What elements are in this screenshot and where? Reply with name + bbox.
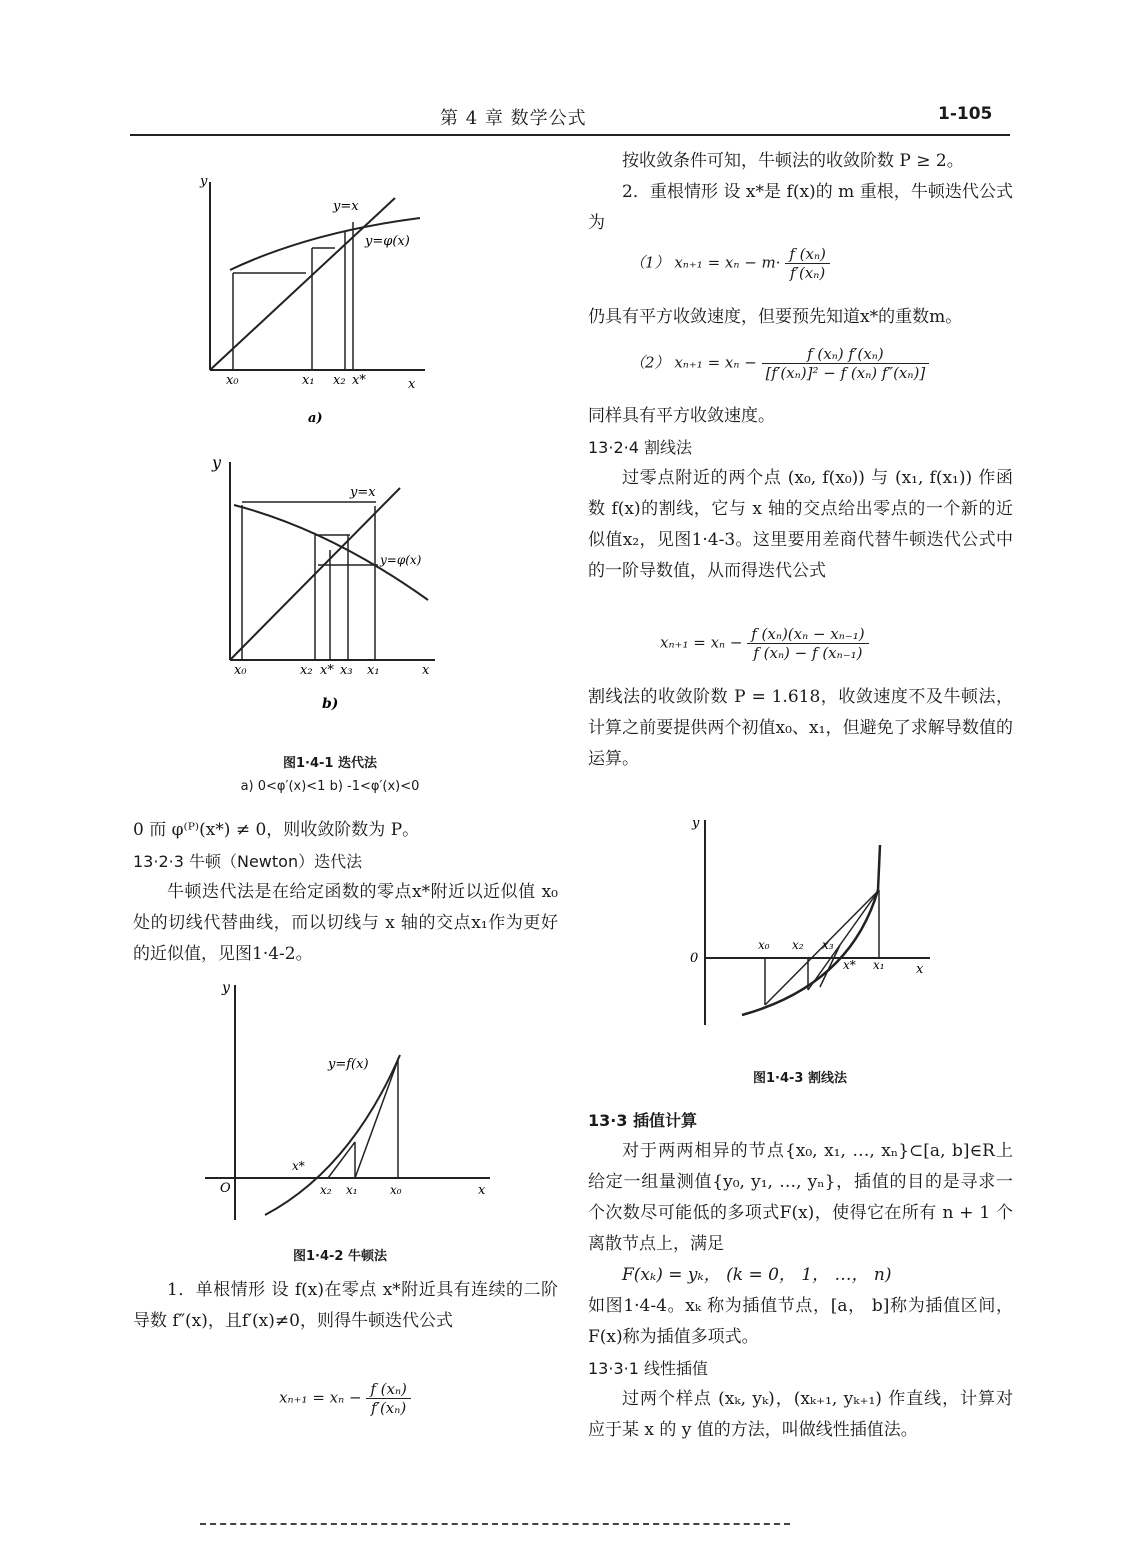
tick-x1: x₁: [367, 663, 380, 678]
paragraph: 0 而 φ⁽ᴾ⁾(x*) ≠ 0，则收敛阶数为 P。: [133, 820, 420, 840]
tick-xstar: x*: [292, 1159, 305, 1173]
origin-label: 0: [690, 951, 699, 966]
tick-x0: x₀: [226, 373, 239, 388]
axis-x-label: x: [408, 377, 416, 392]
formula-multiple-root-1: （1） xₙ₊₁ = xₙ − m· $\frac{\text{f (xₙ)}}{\text{f′(xₙ)}}$: [630, 245, 830, 282]
paragraph: 过两个样点 (xₖ, yₖ)，(xₖ₊₁, yₖ₊₁) 作直线，计算对应于某 x 的 y 值的方法，叫做线性插值法。: [588, 1389, 1013, 1440]
figure-iteration-a: [190, 170, 440, 430]
figure-secant: [680, 815, 940, 1030]
right-paragraph-p6: [588, 682, 1013, 775]
right-column-mid: [588, 401, 1013, 587]
axis-y-label: y: [200, 174, 208, 189]
tick-x1: x₁: [302, 373, 315, 388]
paragraph: 割线法的收敛阶数 P = 1.618，收敛速度不及牛顿法，计算之前要提供两个初值x₀、x₁，但避免了求解导数值的运算。: [588, 687, 1013, 769]
formula-newton: xₙ₊₁ = xₙ − $\frac{\text{f (xₙ)}}{\text{f′(xₙ)}}$: [245, 1380, 445, 1417]
figure-1-caption: 图1·4-1 迭代法: [283, 756, 377, 771]
tick-xstar: x*: [843, 958, 856, 972]
axis-x-label: x: [478, 1183, 486, 1198]
line-label: y=x: [333, 199, 359, 214]
paragraph: 对于两两相异的节点{x₀, x₁, …, xₙ}⊂[a, b]∈R上给定一组量测值{y₀, y₁, …, yₙ}，插值的目的是寻求一个次数尽可能低的多项式F(x)，使得它在所有 n + 1 个离散节点上，满足: [588, 1141, 1013, 1254]
left-column: [133, 815, 558, 970]
sub-label-a: a): [308, 411, 323, 426]
tick-x0: x₀: [758, 938, 770, 952]
figure-3-caption: 图1·4-3 割线法: [753, 1071, 847, 1086]
curve-label: y=f(x): [328, 1057, 369, 1072]
paragraph: 仍具有平方收敛速度，但要预先知道x*的重数m。: [588, 307, 963, 327]
paragraph: 牛顿迭代法是在给定函数的零点x*附近以近似值 x₀处的切线代替曲线，而以切线与 x 轴的交点x₁作为更好的近似值，见图1·4-2。: [133, 882, 558, 964]
right-paragraph-p3: [588, 302, 1013, 333]
line-label: y=x: [350, 485, 376, 500]
paragraph: 过零点附近的两个点 (x₀, f(x₀)) 与 (x₁, f(x₁)) 作函数 f(x)的割线，它与 x 轴的交点给出零点的一个新的近似值x₂，见图1·4-3。这里要用差商代替牛顿迭代公式中的一阶导数值，从而得迭代公式: [588, 468, 1013, 581]
tick-x2: x₂: [320, 1183, 332, 1197]
axis-x-label: x: [422, 663, 430, 678]
curve-label: y=φ(x): [365, 234, 410, 249]
tick-xstar: x*: [320, 663, 334, 678]
paragraph: 如图1·4-4。xₖ 称为插值节点，[a， b]称为插值区间，F(x)称为插值多项式。: [588, 1296, 1013, 1347]
figure-1-subcaption: a) 0<φ′(x)<1 b) -1<φ′(x)<0: [240, 779, 420, 794]
right-column-top: [588, 146, 1013, 239]
curve-label: y=φ(x): [380, 553, 422, 567]
page-number: 1-105: [938, 104, 993, 124]
tick-x2: x₂: [300, 663, 313, 678]
paragraph: 同样具有平方收敛速度。: [588, 406, 775, 426]
chapter-title: 第 4 章 数学公式: [440, 108, 587, 129]
tick-x1: x₁: [346, 1183, 358, 1197]
tick-x0: x₀: [390, 1183, 402, 1197]
tick-x1: x₁: [873, 958, 885, 972]
tick-x0: x₀: [234, 663, 247, 678]
tick-x3: x₃: [340, 663, 353, 678]
paragraph: 按收敛条件可知，牛顿法的收敛阶数 P ≥ 2。: [622, 151, 964, 171]
header-rule: [130, 134, 1010, 136]
paragraph: 1．单根情形 设 f(x)在零点 x*附近具有连续的二阶导数 f″(x)，且f′(x)≠0，则得牛顿迭代公式: [133, 1280, 558, 1331]
formula-interpolation: F(xₖ) = yₖ， (k = 0， 1， …， n): [622, 1265, 892, 1285]
paragraph: 2．重根情形 设 x*是 f(x)的 m 重根，牛顿迭代公式为: [588, 182, 1013, 233]
tick-x3: x₃: [822, 938, 834, 952]
section-heading: 13·2·4 割线法: [588, 438, 692, 457]
figure-2-caption: 图1·4-2 牛顿法: [293, 1249, 387, 1264]
section-heading: 13·2·3 牛顿（Newton）迭代法: [133, 852, 363, 871]
formula-secant: xₙ₊₁ = xₙ − $\frac{\text{f (xₙ)(xₙ − xₙ₋₁)}}{\text{f (xₙ) − f (xₙ₋₁)}}$: [660, 625, 869, 662]
formula-multiple-root-2: （2） xₙ₊₁ = xₙ − $\frac{\text{f (xₙ) f′(xₙ)}}{\text{[f′(xₙ)]² − f (xₙ) f″(xₙ)]}}$: [630, 345, 929, 382]
section-heading: 13·3·1 线性插值: [588, 1359, 708, 1378]
figure-iteration-b: [200, 450, 445, 715]
right-column-lower: [588, 1105, 1013, 1446]
axis-y-label: y: [212, 453, 222, 472]
bottom-rule: [200, 1523, 790, 1525]
sub-label-b: b): [322, 696, 339, 712]
axis-x-label: x: [916, 962, 924, 977]
figure-newton: [200, 980, 500, 1230]
tick-xstar: x*: [352, 373, 366, 388]
section-heading: 13·3 插值计算: [588, 1111, 698, 1130]
axis-y-label: y: [222, 980, 230, 996]
left-column-lower: [133, 1275, 558, 1337]
tick-x2: x₂: [333, 373, 346, 388]
tick-x2: x₂: [792, 938, 804, 952]
axis-y-label: y: [692, 816, 700, 831]
origin-label: O: [220, 1181, 231, 1196]
